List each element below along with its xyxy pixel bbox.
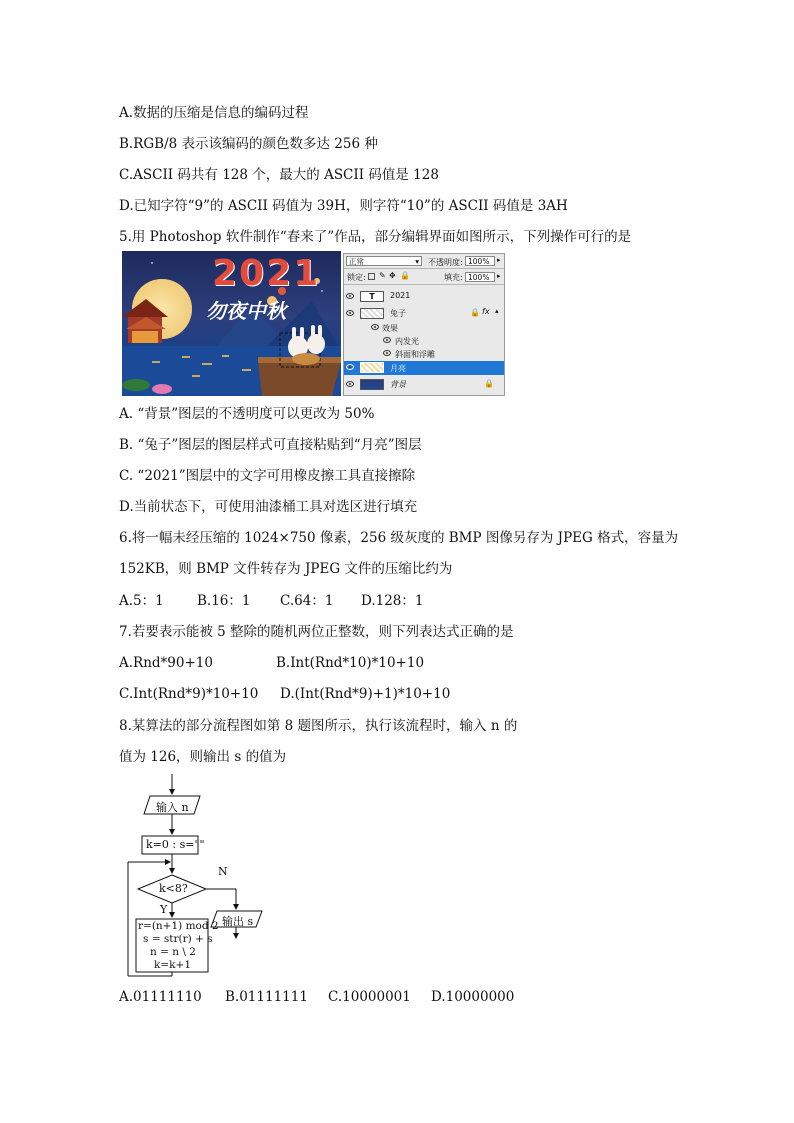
eye-icon[interactable] bbox=[346, 381, 354, 387]
flowchart-shapes bbox=[120, 770, 300, 980]
q6-option-a: A.5：1 bbox=[119, 593, 164, 609]
option-c-text: C.ASCII 码共有 128 个，最大的 ASCII 码值是 128 bbox=[119, 167, 439, 183]
blend-mode-value: 正常 bbox=[349, 257, 364, 266]
lock-label: 锁定: bbox=[347, 273, 366, 282]
lock-icon: 🔒 bbox=[470, 308, 480, 317]
eye-icon[interactable] bbox=[371, 324, 379, 330]
poster-title-text: 勿夜中秋 bbox=[206, 299, 286, 323]
poster-year-text: 2021 bbox=[212, 253, 321, 294]
lock-icon: 🔒 bbox=[484, 379, 494, 388]
question-5: 5.用 Photoshop 软件制作“春来了”作品，部分编辑界面如图所示，下列操作可行的是 bbox=[119, 229, 632, 245]
layer-name: 兔子 bbox=[390, 309, 406, 318]
flow-output: 输出 s bbox=[222, 915, 254, 928]
flow-no-label: N bbox=[218, 865, 228, 878]
layer-thumbnail bbox=[360, 379, 384, 390]
poster-image bbox=[122, 251, 341, 396]
flow-yes-label: Y bbox=[160, 903, 168, 916]
effect-name: 斜面和浮雕 bbox=[395, 350, 435, 359]
question-8-line2: 值为 126，则输出 s 的值为 bbox=[119, 749, 287, 765]
q8-option-d: D.10000000 bbox=[431, 989, 515, 1005]
fill-input[interactable]: 100% bbox=[465, 272, 495, 282]
opacity-input[interactable]: 100% bbox=[465, 256, 495, 266]
opacity-arrow-icon[interactable]: ▸ bbox=[497, 256, 501, 264]
effect-inner-glow-row[interactable] bbox=[344, 334, 504, 347]
q7-option-d: D.(Int(Rnd*9)+1)*10+10 bbox=[280, 686, 451, 702]
layer-thumbnail bbox=[360, 362, 384, 373]
layer-name: 背景 bbox=[390, 380, 406, 389]
q7-option-b: B.Int(Rnd*10)*10+10 bbox=[276, 655, 425, 671]
layer-name: 月亮 bbox=[390, 364, 406, 373]
q8-option-a: A.01111110 bbox=[119, 989, 202, 1005]
effects-row[interactable] bbox=[344, 321, 504, 334]
blend-mode-select[interactable] bbox=[346, 256, 422, 266]
layer-row-2021[interactable] bbox=[344, 290, 504, 303]
q7-option-c: C.Int(Rnd*9)*10+10 bbox=[119, 686, 259, 702]
flow-body-2: s = str(r) + s bbox=[143, 933, 213, 945]
lock-move-icon[interactable]: ✥ bbox=[389, 271, 396, 280]
flow-body-3: n = n \ 2 bbox=[150, 946, 196, 958]
q6-option-d: D.128：1 bbox=[361, 593, 424, 609]
fx-icon[interactable]: fx bbox=[482, 307, 490, 316]
q5-option-b: B. “兔子”图层的图层样式可直接粘贴到“月亮”图层 bbox=[119, 437, 422, 453]
q7-option-a: A.Rnd*90+10 bbox=[119, 655, 213, 671]
option-d-text: D.已知字符“9”的 ASCII 码值为 39H，则字符“10”的 ASCII 码值是 3AH bbox=[119, 198, 568, 214]
flow-body-4: k=k+1 bbox=[154, 959, 192, 971]
question-6-line1: 6.将一幅未经压缩的 1024×750 像素，256 级灰度的 BMP 图像另存为 JPEG 格式，容量为 bbox=[119, 530, 679, 546]
layer-row-moon[interactable] bbox=[344, 361, 504, 375]
q5-option-d: D.当前状态下，可使用油漆桶工具对选区进行填充 bbox=[119, 499, 418, 515]
opacity-label: 不透明度: bbox=[428, 258, 463, 267]
flow-condition: k<8? bbox=[159, 882, 188, 895]
flow-input: 输入 n bbox=[156, 801, 189, 814]
q5-option-a: A. “背景”图层的不透明度可以更改为 50% bbox=[119, 406, 375, 422]
layer-name: 2021 bbox=[390, 291, 411, 300]
q8-option-b: B.01111111 bbox=[225, 989, 308, 1005]
fill-arrow-icon[interactable]: ▸ bbox=[497, 272, 501, 280]
q6-option-b: B.16：1 bbox=[197, 593, 251, 609]
effect-bevel-row[interactable] bbox=[344, 347, 504, 360]
chevron-down-icon: ▾ bbox=[415, 257, 419, 266]
flow-init: k=0 : s="" bbox=[146, 838, 205, 851]
eye-icon[interactable] bbox=[346, 364, 354, 370]
option-b-text: B.RGB/8 表示该编码的颜色数多达 256 种 bbox=[119, 136, 378, 152]
layer-thumbnail bbox=[360, 308, 384, 319]
lock-all-icon[interactable]: 🔒 bbox=[400, 271, 410, 280]
question-8-line1: 8.某算法的部分流程图如第 8 题图所示，执行该流程时，输入 n 的 bbox=[119, 718, 518, 734]
lock-brush-icon[interactable]: ✎ bbox=[379, 271, 386, 280]
text-layer-icon: T bbox=[360, 291, 384, 302]
collapse-arrow-icon[interactable]: ▴ bbox=[495, 307, 499, 315]
question-7: 7.若要表示能被 5 整除的随机两位正整数，则下列表达式正确的是 bbox=[119, 624, 514, 640]
lock-transparent-icon[interactable] bbox=[368, 273, 375, 280]
q5-option-c: C. “2021”图层中的文字可用橡皮擦工具直接擦除 bbox=[119, 468, 416, 484]
q6-option-c: C.64：1 bbox=[280, 593, 334, 609]
question-6-line2: 152KB，则 BMP 文件转存为 JPEG 文件的压缩比约为 bbox=[119, 561, 453, 577]
effects-label: 效果 bbox=[382, 324, 398, 333]
eye-icon[interactable] bbox=[346, 293, 354, 299]
effect-name: 内发光 bbox=[395, 337, 419, 346]
fill-label: 填充: bbox=[444, 273, 463, 282]
flow-body-1: r=(n+1) mod 2 bbox=[138, 920, 219, 932]
option-a-text: A.数据的压缩是信息的编码过程 bbox=[119, 105, 309, 121]
eye-icon[interactable] bbox=[383, 337, 391, 343]
eye-icon[interactable] bbox=[346, 310, 354, 316]
eye-icon[interactable] bbox=[383, 350, 391, 356]
layer-row-rabbit[interactable] bbox=[344, 307, 504, 320]
q8-option-c: C.10000001 bbox=[328, 989, 411, 1005]
layer-row-background[interactable] bbox=[344, 378, 504, 391]
layers-panel bbox=[343, 253, 505, 396]
